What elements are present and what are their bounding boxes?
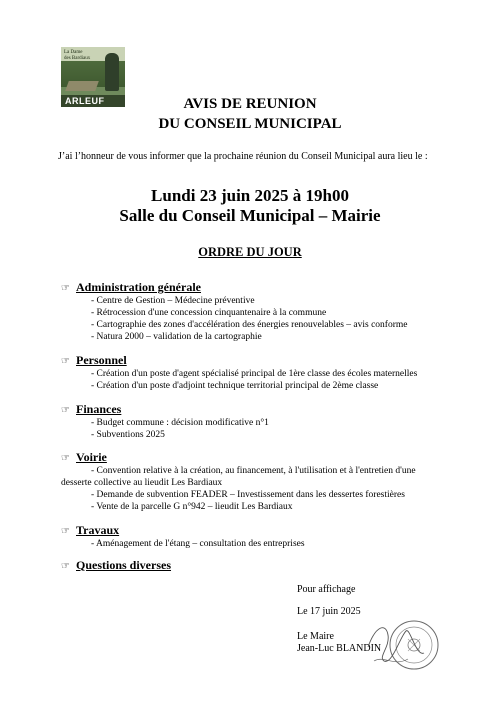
section-heading: ☞ Travaux <box>61 522 305 538</box>
bullet-hand-icon: ☞ <box>61 356 70 367</box>
agenda-item: - Rétrocession d'une concession cinquantenaire à la commune <box>91 308 327 318</box>
agenda-title: ORDRE DU JOUR <box>198 245 302 259</box>
agenda-item: - Natura 2000 – validation de la cartographie <box>91 332 262 342</box>
bullet-hand-icon: ☞ <box>61 526 70 537</box>
agenda-section-travaux <box>61 522 305 550</box>
section-heading: ☞ Personnel <box>61 352 417 368</box>
agenda-item: - Centre de Gestion – Médecine préventive <box>91 296 255 306</box>
bullet-hand-icon: ☞ <box>61 561 70 572</box>
agenda-section-voirie <box>61 449 416 513</box>
mayor-title: Le Maire <box>297 631 334 642</box>
posting-notice: Pour affichage <box>297 584 356 595</box>
page-title-line-2: DU CONSEIL MUNICIPAL <box>158 116 342 132</box>
statue-image <box>105 53 119 91</box>
agenda-item: - Convention relative à la création, au financement, à l'utilisation et à l'entretien d'une <box>91 466 416 476</box>
section-heading: ☞ Voirie <box>61 449 416 465</box>
agenda-item: - Cartographie des zones d'accélération des énergies renouvelables – avis conforme <box>91 320 408 330</box>
agenda-section-personnel <box>61 352 417 392</box>
agenda-section-finances <box>61 401 269 441</box>
logo-caption: La Dame des Bardiaux <box>64 50 91 61</box>
agenda-section-questions <box>61 557 171 573</box>
agenda-item: - Subventions 2025 <box>91 430 165 440</box>
agenda-item-continuation: desserte collective au lieudit Les Bardiaux <box>61 478 223 488</box>
bullet-hand-icon: ☞ <box>61 453 70 464</box>
mayor-name: Jean-Luc BLANDIN <box>297 643 382 654</box>
logo-town-name: ARLEUF <box>65 96 105 106</box>
section-heading: ☞ Administration générale <box>61 279 408 295</box>
signature-date: Le 17 juin 2025 <box>297 606 361 617</box>
section-heading: ☞ Questions diverses <box>61 557 171 573</box>
agenda-item: - Création d'un poste d'adjoint technique territorial principal de 2ème classe <box>91 381 379 391</box>
agenda-item: - Aménagement de l'étang – consultation des entreprises <box>91 539 305 549</box>
section-heading: ☞ Finances <box>61 401 269 417</box>
bullet-hand-icon: ☞ <box>61 405 70 416</box>
agenda-item: - Demande de subvention FEADER – Investissement dans les dessertes forestières <box>91 490 405 500</box>
agenda-item: - Vente de la parcelle G n°942 – lieudit Les Bardiaux <box>91 502 293 512</box>
agenda-item: - Budget commune : décision modificative n°1 <box>91 418 269 428</box>
intro-text: J’ai l’honneur de vous informer que la prochaine réunion du Conseil Municipal aura lieu le : <box>58 151 428 162</box>
meeting-place: Salle du Conseil Municipal – Mairie <box>119 206 381 225</box>
mairie-stamp-and-signature <box>364 617 444 673</box>
meeting-date: Lundi 23 juin 2025 à 19h00 <box>151 186 349 205</box>
agenda-section-administration <box>61 279 408 343</box>
page-title-line-1: AVIS DE REUNION <box>183 96 317 112</box>
bullet-hand-icon: ☞ <box>61 283 70 294</box>
agenda-item: - Création d'un poste d'agent spécialisé principal de 1ère classe des écoles maternelles <box>91 369 418 379</box>
